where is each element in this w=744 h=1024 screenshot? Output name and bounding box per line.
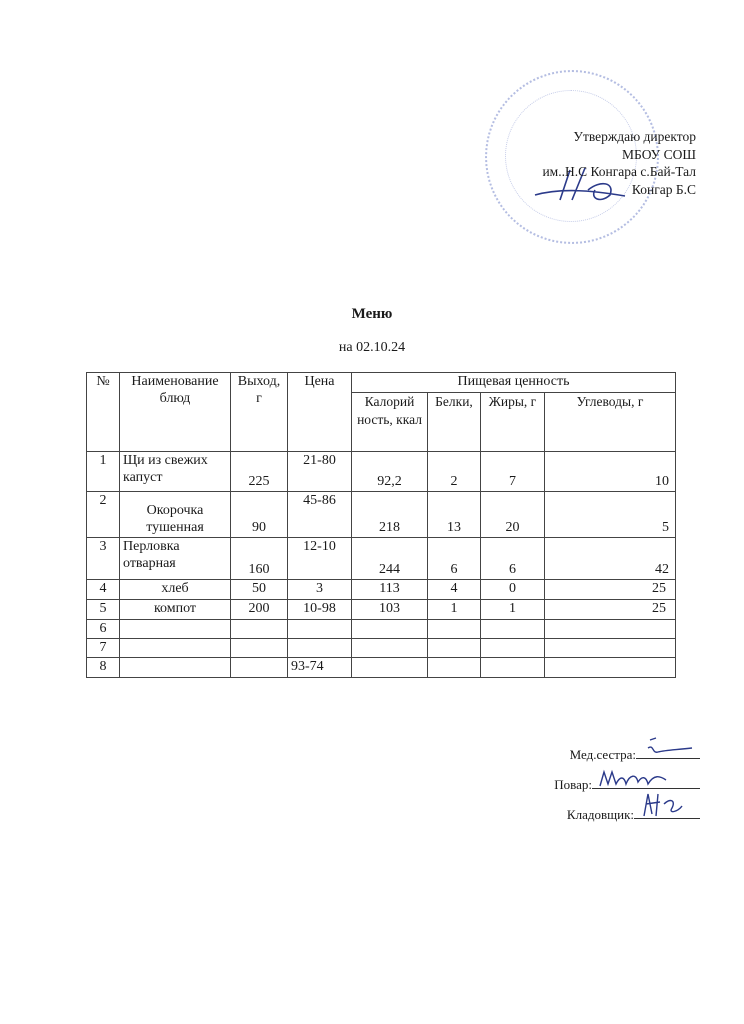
cell-carbs: 5 [545, 492, 676, 538]
cell-yield [231, 620, 288, 639]
cell-protein [428, 658, 481, 678]
cell-protein: 2 [428, 452, 481, 492]
cell-no: 7 [87, 639, 120, 658]
approval-block [542, 128, 696, 198]
header-price: Цена [288, 373, 352, 452]
cell-calories: 103 [352, 600, 428, 620]
cell-name: компот [120, 600, 231, 620]
approval-line-4: Конгар Б.С [631, 181, 696, 197]
header-carbs: Углеводы, г [545, 393, 676, 452]
cell-calories: 218 [352, 492, 428, 538]
nurse-signature-mark [640, 736, 700, 760]
document-title: Меню [351, 306, 393, 322]
cell-price: 45-86 [288, 492, 352, 538]
cell-name [120, 620, 231, 639]
cell-calories [352, 658, 428, 678]
header-name: Наименование блюд [120, 373, 231, 452]
table-row-total [87, 658, 676, 678]
cell-calories: 113 [352, 580, 428, 600]
cell-yield [231, 658, 288, 678]
cell-name: хлеб [120, 580, 231, 600]
cell-calories: 244 [352, 538, 428, 580]
approval-line-1: Утверждаю директор [573, 129, 696, 144]
cell-yield: 50 [231, 580, 288, 600]
table-row [87, 600, 676, 620]
cell-protein [428, 639, 481, 658]
cell-name: Щи из свежих капуст [120, 452, 231, 492]
cell-carbs: 42 [545, 538, 676, 580]
storekeeper-signature-mark [638, 790, 688, 820]
cell-fat: 6 [481, 538, 545, 580]
cell-fat [481, 658, 545, 678]
cell-calories: 92,2 [352, 452, 428, 492]
header-nutrition: Пищевая ценность [352, 373, 676, 393]
cell-name: Перловка отварная [120, 538, 231, 580]
cell-calories [352, 620, 428, 639]
table-row [87, 538, 676, 580]
cell-price [288, 639, 352, 658]
cell-protein: 6 [428, 538, 481, 580]
cell-no: 8 [87, 658, 120, 678]
cell-protein [428, 620, 481, 639]
cell-calories [352, 639, 428, 658]
signature-nurse-label: Мед.сестра: [569, 747, 636, 762]
cell-fat: 1 [481, 600, 545, 620]
cell-price: 12-10 [288, 538, 352, 580]
cell-carbs [545, 658, 676, 678]
cell-carbs: 10 [545, 452, 676, 492]
cook-signature-mark [596, 766, 676, 790]
cell-no: 3 [87, 538, 120, 580]
cell-yield: 225 [231, 452, 288, 492]
cell-fat [481, 620, 545, 639]
table-row [87, 620, 676, 639]
signature-cook-line [592, 774, 700, 789]
cell-no: 1 [87, 452, 120, 492]
cell-carbs: 25 [545, 600, 676, 620]
cell-name: Окорочка тушенная [120, 492, 231, 538]
cell-no: 2 [87, 492, 120, 538]
cell-fat: 0 [481, 580, 545, 600]
cell-yield [231, 639, 288, 658]
signature-storekeeper-label: Кладовщик: [566, 807, 634, 822]
document-date: на 02.10.24 [338, 340, 406, 355]
cell-yield: 90 [231, 492, 288, 538]
menu-table [86, 372, 676, 678]
cell-yield: 200 [231, 600, 288, 620]
header-protein: Белки, [428, 393, 481, 452]
cell-name [120, 639, 231, 658]
header-no: № [87, 373, 120, 452]
table-row [87, 452, 676, 492]
signatures-block [554, 744, 700, 834]
cell-carbs: 25 [545, 580, 676, 600]
signature-nurse-line [636, 744, 700, 759]
signature-storekeeper-line [634, 804, 700, 819]
approval-line-3: им..Н.С Конгара с.Бай-Тал [542, 164, 696, 179]
cell-fat: 7 [481, 452, 545, 492]
cell-protein: 4 [428, 580, 481, 600]
cell-price: 21-80 [288, 452, 352, 492]
table-row [87, 580, 676, 600]
cell-carbs [545, 639, 676, 658]
cell-price-total: 93-74 [288, 658, 352, 678]
table-row [87, 492, 676, 538]
cell-fat [481, 639, 545, 658]
cell-price: 10-98 [288, 600, 352, 620]
approval-line-2: МБОУ СОШ [622, 146, 696, 162]
signature-cook-label: Повар: [554, 777, 592, 792]
cell-fat: 20 [481, 492, 545, 538]
cell-no: 4 [87, 580, 120, 600]
header-calories: Калорий ность, ккал [352, 393, 428, 452]
cell-no: 6 [87, 620, 120, 639]
cell-carbs [545, 620, 676, 639]
cell-protein: 13 [428, 492, 481, 538]
cell-yield: 160 [231, 538, 288, 580]
cell-protein: 1 [428, 600, 481, 620]
cell-price [288, 620, 352, 639]
cell-no: 5 [87, 600, 120, 620]
signature-storekeeper [554, 804, 700, 834]
table-row [87, 639, 676, 658]
header-yield: Выход, г [231, 373, 288, 452]
cell-price: 3 [288, 580, 352, 600]
header-fat: Жиры, г [481, 393, 545, 452]
cell-name [120, 658, 231, 678]
